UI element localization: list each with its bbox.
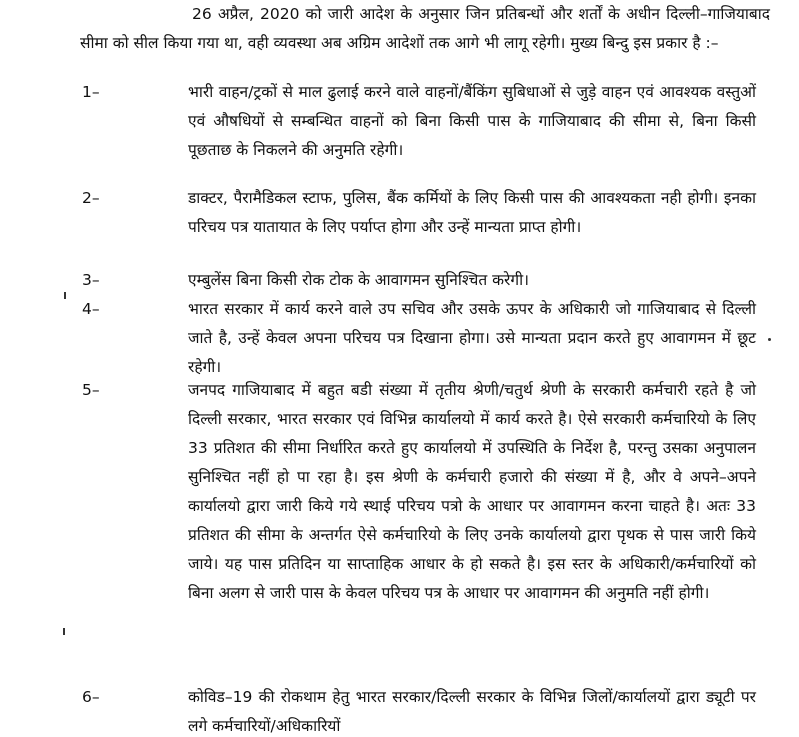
item-text: एम्बुलेंस बिना किसी रोक टोक के आवागमन सुनिश्चित करेगी। bbox=[188, 271, 529, 289]
item-text: भारी वाहन/ट्रकों से माल ढुलाई करने वाले वाहनों/बैंकिंग सुबिधाओं से जुड़े वाहन एवं आवश्यक वस्तुओं एवं औषधियों से सम्बन्धित वाहनों को बिना किसी पास के गाजियाबाद की सीमा से, बिना किसी पूछताछ के निकलने की अनुमति रहेगी। bbox=[188, 83, 756, 159]
item-number: 6– bbox=[82, 688, 100, 706]
item-text: डाक्टर, पैरामैडिकल स्टाफ, पुलिस, बैंक कर्मियों के लिए किसी पास की आवश्यकता नही होगी। इनका परिचय पत्र यातायात के लिए पर्याप्त होगा और उन्हें मान्यता प्राप्त होगी। bbox=[188, 189, 756, 236]
item-number: 2– bbox=[82, 189, 100, 207]
item-text: जनपद गाजियाबाद में बहुत बडी संख्या में तृतीय श्रेणी/चतुर्थ श्रेणी के सरकारी कर्मचारी रहते है जो दिल्ली सरकार, भारत सरकार एवं विभिन्न कार्यालयो में कार्य करते है। ऐसे सरकारी कर्मचारियो के लिए 33 प्रतिशत की सीमा निर्धारित करते हुए कार्यालयो में उपस्थिति के निर्देश है, परन्तु उसका अनुपालन सुनिश्चित नहीं हो पा रहा है। इस श्रेणी के कर्मचारी हजारो की संख्या में है, और वे अपने–अपने कार्यालयो द्वारा जारी किये गये स्थाई परिचय पत्रो के आधार पर आवागमन करना चाहते है। अतः 33 प्रतिशत की सीमा के अन्तर्गत ऐसे कर्मचारियो के लिए उनके कार्यालयो द्वारा पृथक से पास जारी किये जाये। यह पास प्रतिदिन या साप्ताहिक आधार के हो सकते है। इस स्तर के अधिकारी/कर्मचारियों को बिना अलग से जारी पास के केवल परिचय पत्र के आधार पर आवागमन की अनुमति नहीं होगी। bbox=[188, 381, 756, 602]
item-text: कोविड–19 की रोकथाम हेतु भारत सरकार/दिल्ली सरकार के विभिन्न जिलों/कार्यालयों द्वारा ड्यूटी पर लगे कर्मचारियों/अधिकारियों bbox=[188, 688, 756, 735]
scan-mark bbox=[63, 628, 65, 635]
item-number: 1– bbox=[82, 83, 100, 101]
item-text: भारत सरकार में कार्य करने वाले उप सचिव और उसके ऊपर के अधिकारी जो गाजियाबाद से दिल्ली जाते है, उन्हें केवल अपना परिचय पत्र दिखाना होगा। उसे मान्यता प्रदान करते हुए आवागमन में छूट रहेगी। bbox=[188, 300, 756, 376]
item-number: 5– bbox=[82, 381, 100, 399]
scan-mark bbox=[768, 338, 771, 341]
scan-mark bbox=[64, 292, 66, 299]
item-number: 3– bbox=[82, 271, 100, 289]
item-number: 4– bbox=[82, 300, 100, 318]
intro-paragraph: 26 अप्रैल, 2020 को जारी आदेश के अनुसार जिन प्रतिबन्धों और शर्तों के अधीन दिल्ली–गाजियाबाद सीमा को सील किया गया था, वही व्यवस्था अब अग्रिम आदेशों तक आगे भी लागू रहेगी। मुख्य बिन्दु इस प्रकार है :– bbox=[80, 5, 770, 52]
